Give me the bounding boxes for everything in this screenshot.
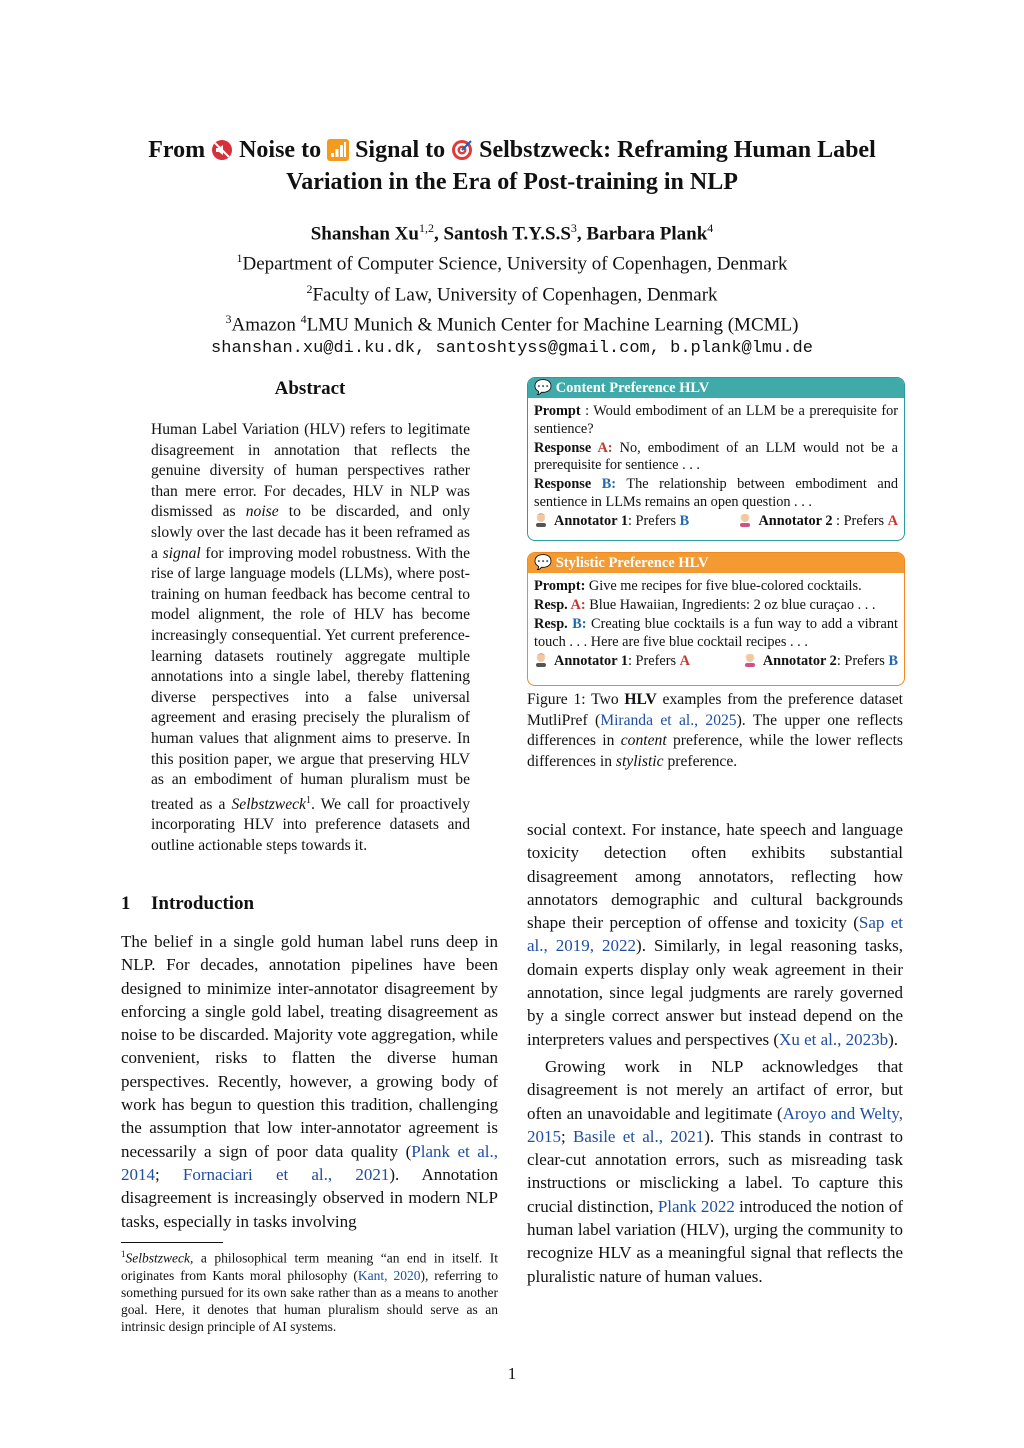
intro-right-text	[527, 818, 903, 1288]
title-line-2: Variation in the Era of Post-training in NLP	[286, 169, 738, 195]
annotator-1: Annotator 1: Prefers A	[534, 653, 690, 671]
footnote-rule	[121, 1242, 223, 1243]
annotator-row	[534, 653, 898, 671]
person-icon	[534, 513, 548, 527]
citation-link[interactable]: Kant, 2020	[357, 1267, 421, 1283]
title-noise: Noise to	[239, 137, 322, 163]
affiliation-2: $^2$Faculty of Law, University of Copenhagen, Denmark	[306, 281, 718, 305]
signal-bars-icon	[327, 139, 349, 168]
paper-title	[100, 136, 924, 196]
citation-link[interactable]: Miranda et al., 2025	[600, 711, 737, 729]
paragraph: social context. For instance, hate speech and language toxicity detection often exhibits substantial disagreement among annotators, reflecting how annotators demographic and cultural backgrounds shape their perception of offense and toxicity (Sap et al., 2019, 2022). Similarly, in legal reasoning tasks, domain experts display only weak agreement in their annotation, since legal judgments are rarely governed by a single correct answer but instead depend on the interpreters values and perspectives (Xu et al., 2023b).	[527, 820, 903, 1049]
speech-bubble-icon: 💬	[534, 555, 556, 571]
target-icon	[451, 139, 473, 168]
footnote: $^1$Selbstzweck, a philosophical term meaning “an end in itself. It originates from Kants moral philosophy (Kant, 2020), referring to something pursued for its own sake rather than as a means to another goal. Here, it denotes that human pluralism should serve as an intrinsic design principle of AI systems.	[121, 1249, 498, 1334]
box-response-a: Response A: No, embodiment of an LLM would not be a prerequisite for sentience . . .	[534, 439, 898, 474]
person-icon	[743, 653, 757, 667]
box-response-b: Resp. B: Creating blue cocktails is a fun way to add a vibrant touch . . . Here are five blue cocktail recipes . . .	[534, 615, 898, 650]
citation-link[interactable]: Xu et al., 2023b	[779, 1029, 889, 1049]
author-names: Shanshan Xu$^{1,2}$, Santosh $T.Y.S.S^3$, Barbara Plank$^4$	[310, 221, 714, 245]
intro-left-text: The belief in a single gold human label runs deep in NLP. For decades, annotation pipelines have been designed to minimize inter-annotator disagreement by enforcing a single gold label, treating disagreement as noise to be discarded. Majority vote aggregation, while convenient, risks to flatten the diverse human perspectives. Recently, however, a growing body of work has begun to question this tradition, challenging the assumption that low inter-annotator agreement is necessarily a sign of poor data quality (Plank et al., 2014; Fornaciari et al., 2021). Annotation disagreement is increasingly observed in modern NLP tasks, especially in tasks involving	[121, 932, 498, 1231]
box-response-a: Resp. A: Blue Hawaiian, Ingredients: 2 oz blue curaçao . . .	[534, 596, 876, 613]
title-signal: Signal to	[355, 137, 446, 163]
box-header: 💬 Content Preference HLV	[528, 378, 904, 398]
abstract-heading: Abstract	[274, 378, 346, 399]
box-prompt: Prompt: Give me recipes for five blue-colored cocktails.	[534, 578, 862, 594]
stylistic-preference-box	[527, 552, 905, 686]
speech-bubble-icon: 💬	[534, 380, 556, 396]
figure-caption: Figure 1: Two HLV examples from the preference dataset MutliPref (Miranda et al., 2025). The upper one reflects differences in content preference, while the lower reflects differences in stylistic preference.	[527, 691, 904, 770]
citation-link[interactable]: Plank et al., 2014	[121, 1141, 498, 1184]
section-heading: 1 Introduction	[121, 893, 255, 914]
author-block	[100, 216, 924, 361]
citation-link[interactable]: Fornaciari et al., 2021	[182, 1164, 390, 1184]
annotator-2: Annotator 2 : Prefers A	[738, 513, 898, 531]
page-number: 1	[507, 1364, 517, 1383]
title-rest: Selbstzweck: Reframing Human Label	[479, 137, 876, 163]
box-prompt: Prompt : Would embodiment of an LLM be a prerequisite for sentience?	[534, 403, 898, 437]
annotator-2: Annotator 2: Prefers B	[743, 653, 898, 671]
box-response-b: Response B: The relationship between embodiment and sentience in LLMs remains an open question . . .	[534, 476, 898, 510]
mute-icon	[211, 139, 233, 168]
citation-link[interactable]: Basile et al., 2021	[572, 1126, 705, 1146]
box-header: 💬 Stylistic Preference HLV	[528, 553, 904, 573]
annotator-1: Annotator 1: Prefers B	[534, 513, 689, 531]
citation-link[interactable]: Plank 2022	[657, 1196, 735, 1216]
content-preference-box	[527, 377, 905, 541]
abstract-text: Human Label Variation (HLV) refers to legitimate disagreement in annotation that reflects the genuine diversity of human perspectives rather than mere error. For decades, HLV in NLP was dismissed as noise to be discarded, and only slowly over the last decade has it been reframed as a signal for improving model robustness. With the rise of large language models (LLMs), where post-training on human feedback has become central to model alignment, the role of HLV has become increasingly consequential. Yet current preference-learning datasets routinely aggregate multiple annotations into a single label, thereby flattening diverse perspectives into a false universal agreement and erasing precisely the pluralism of human values that alignment aims to preserve. In this position paper, we argue that preserving HLV as an embodiment of human pluralism must be treated as a Selbstzweck$^1$. We call for proactively incorporating HLV into preference datasets and outline actionable steps towards it.	[151, 421, 470, 855]
affiliation-1: $^1$Department of Computer Science, University of Copenhagen, Denmark	[236, 251, 788, 275]
author-emails: shanshan.xu@di.ku.dk, santoshtyss@gmail.com, b.plank@lmu.de	[211, 339, 813, 359]
paragraph: Growing work in NLP acknowledges that disagreement is not merely an artifact of error, but often an unavoidable and legitimate (Aroyo and Welty, 2015; Basile et al., 2021). This stands in contrast to clear-cut annotation errors, such as misreading task instructions or misclicking a label. To capture this crucial distinction, Plank 2022 introduced the notion of human label variation (HLV), urging the community to recognize HLV as a meaningful signal that reflects the pluralistic nature of human values.	[527, 1056, 903, 1286]
title-line-1	[100, 136, 924, 168]
citation-link[interactable]: Aroyo and Welty, 2015	[527, 1103, 903, 1146]
citation-link[interactable]: Sap et al., 2019, 2022	[527, 913, 903, 956]
title-from: From	[148, 137, 206, 163]
person-icon	[738, 513, 752, 527]
annotator-row	[534, 513, 898, 531]
affiliation-3-4: $^3$Amazon $^4$LMU Munich & Munich Center for Machine Learning (MCML)	[225, 311, 799, 336]
person-icon	[534, 653, 548, 667]
